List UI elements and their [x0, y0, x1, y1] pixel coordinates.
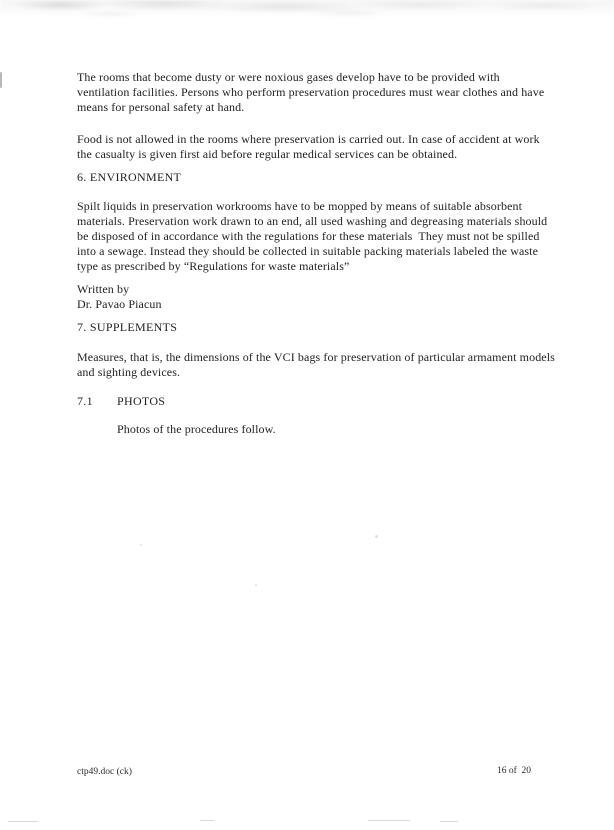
text-line: the casualty is given first aid before regular medical services can be obtained. [77, 147, 458, 161]
heading-photos [77, 394, 165, 409]
text-line: Dr. Pavao Piacun [77, 297, 162, 311]
paragraph-spilt-liquids [77, 199, 547, 274]
scan-edge-artifact [0, 72, 2, 88]
text-line: Measures, that is, the dimensions of the VCI bags for preservation of particular armament models [77, 350, 555, 364]
scan-noise-artifact [0, 0, 614, 26]
text-line: be disposed of in accordance with the regulations for these materials They must not be spilled [77, 229, 540, 243]
scan-speck-artifact [375, 535, 378, 538]
text-line: into a sewage. Instead they should be collected in suitable packing materials labeled the waste [77, 244, 539, 258]
text-line: Food is not allowed in the rooms where preservation is carried out. In case of accident at work [77, 132, 540, 146]
text-line: means for personal safety at hand. [77, 100, 245, 114]
scan-dash-artifact [368, 820, 410, 821]
heading-photos-number: 7.1 [77, 394, 93, 408]
scan-dash-artifact [440, 821, 458, 822]
text-line: Written by [77, 282, 130, 296]
heading-photos-title: PHOTOS [117, 394, 166, 408]
footer-page-number: 16 of 20 [497, 766, 532, 776]
scan-dash-artifact [8, 821, 38, 822]
paragraph-measures [77, 350, 555, 380]
byline [77, 282, 162, 312]
scan-speck-artifact [140, 544, 142, 546]
text-line: Spilt liquids in preservation workrooms have to be mopped by means of suitable absorbent [77, 199, 523, 213]
heading-environment: 6. ENVIRONMENT [77, 170, 182, 184]
paragraph-food [77, 132, 540, 162]
text-line: type as prescribed by “Regulations for waste materials” [77, 259, 350, 273]
paragraph-ventilation [77, 70, 544, 115]
text-line: materials. Preservation work drawn to an end, all used washing and degreasing materials should [77, 214, 548, 228]
heading-supplements: 7. SUPPLEMENTS [77, 320, 178, 334]
text-line: and sighting devices. [77, 365, 181, 379]
text-line: The rooms that become dusty or were noxious gases develop have to be provided with [77, 70, 500, 84]
text-line: ventilation facilities. Persons who perform preservation procedures must wear clothes and have [77, 85, 545, 99]
paragraph-photos-note: Photos of the procedures follow. [117, 422, 276, 436]
scan-dash-artifact [200, 820, 214, 821]
scan-speck-artifact [255, 584, 257, 586]
footer-filename: ctp49.doc (ck) [77, 767, 132, 777]
